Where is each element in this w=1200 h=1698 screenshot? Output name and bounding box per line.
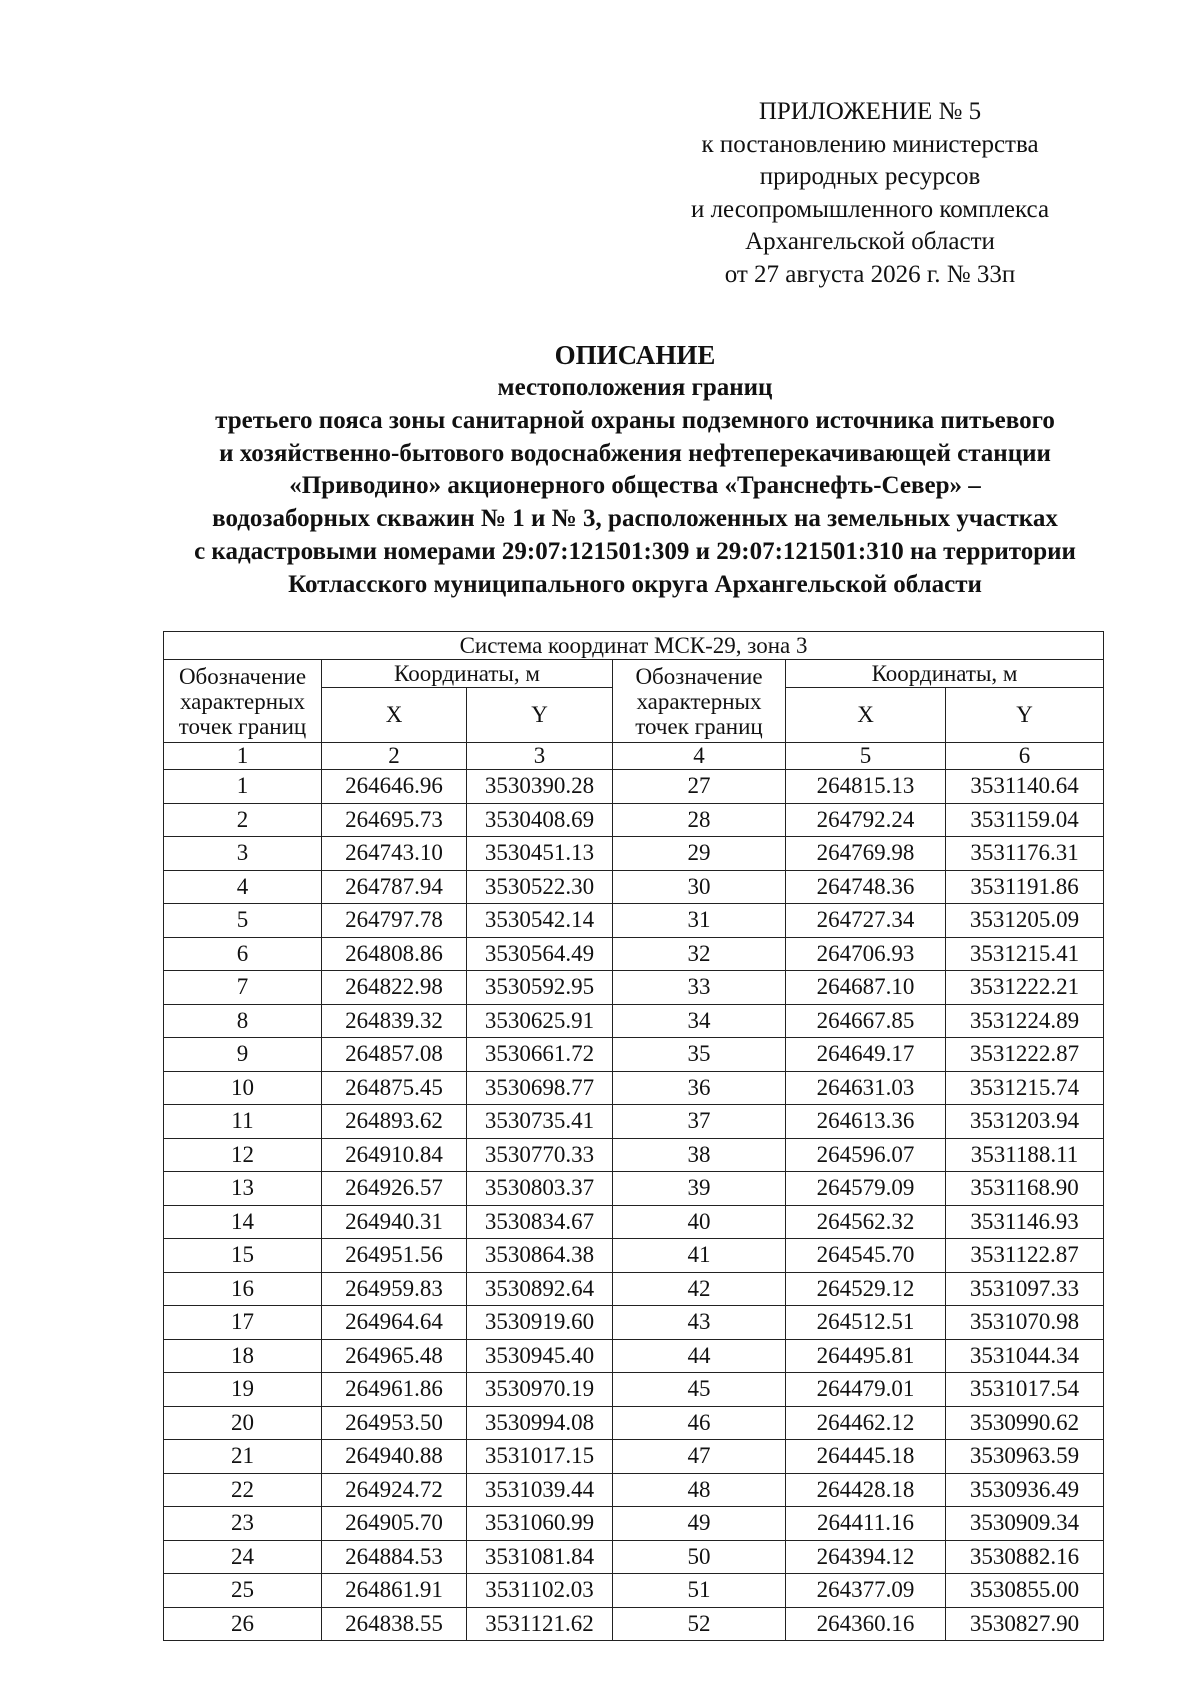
point-number-cell: 12 [164,1138,322,1172]
title-main: ОПИСАНИЕ [554,340,716,370]
y-coordinate-cell: 3531121.62 [467,1607,613,1641]
column-number-cell: 5 [786,743,946,770]
x-coordinate-cell: 264959.83 [322,1272,467,1306]
point-number-cell: 22 [164,1473,322,1507]
document-title [100,338,1170,602]
coordinates-table [163,631,1104,1641]
column-number-cell: 1 [164,743,322,770]
y-coordinate-cell: 3531224.89 [946,1004,1104,1038]
title-line: третьего пояса зоны санитарной охраны подземного источника питьевого [215,406,1055,434]
point-number-cell: 49 [613,1507,786,1541]
x-coordinate-cell: 264462.12 [786,1406,946,1440]
x-coordinate-cell: 264695.73 [322,803,467,837]
x-header-cell: X [322,688,467,743]
x-coordinate-cell: 264769.98 [786,837,946,871]
x-coordinate-cell: 264360.16 [786,1607,946,1641]
point-number-cell: 2 [164,803,322,837]
point-number-cell: 51 [613,1574,786,1608]
x-coordinate-cell: 264649.17 [786,1038,946,1072]
table-row [164,803,1104,837]
x-coordinate-cell: 264596.07 [786,1138,946,1172]
point-number-cell: 5 [164,904,322,938]
point-number-cell: 8 [164,1004,322,1038]
point-number-cell: 50 [613,1540,786,1574]
point-header-line: характерных [636,688,762,714]
y-coordinate-cell: 3530882.16 [946,1540,1104,1574]
table-row [164,971,1104,1005]
x-coordinate-cell: 264964.64 [322,1306,467,1340]
point-number-cell: 32 [613,937,786,971]
y-coordinate-cell: 3530522.30 [467,870,613,904]
x-coordinate-cell: 264646.96 [322,770,467,804]
point-number-cell: 27 [613,770,786,804]
y-coordinate-cell: 3531060.99 [467,1507,613,1541]
point-number-cell: 28 [613,803,786,837]
point-header-line: Обозначение [178,663,307,689]
x-coordinate-cell: 264512.51 [786,1306,946,1340]
y-coordinate-cell: 3531215.41 [946,937,1104,971]
x-coordinate-cell: 264861.91 [322,1574,467,1608]
table-row [164,904,1104,938]
point-header-line: точек границ [178,713,307,739]
point-number-cell: 33 [613,971,786,1005]
table-row [164,1507,1104,1541]
point-number-cell: 52 [613,1607,786,1641]
x-coordinate-cell: 264910.84 [322,1138,467,1172]
table-row [164,1373,1104,1407]
y-coordinate-cell: 3531176.31 [946,837,1104,871]
appendix-line: ПРИЛОЖЕНИЕ № 5 [758,98,982,125]
point-number-cell: 11 [164,1105,322,1139]
point-number-cell: 41 [613,1239,786,1273]
y-coordinate-cell: 3530735.41 [467,1105,613,1139]
y-coordinate-cell: 3531205.09 [946,904,1104,938]
x-coordinate-cell: 264545.70 [786,1239,946,1273]
point-number-cell: 10 [164,1071,322,1105]
table-row [164,1406,1104,1440]
x-coordinate-cell: 264951.56 [322,1239,467,1273]
x-coordinate-cell: 264792.24 [786,803,946,837]
x-coordinate-cell: 264940.88 [322,1440,467,1474]
y-coordinate-cell: 3530963.59 [946,1440,1104,1474]
table-row [164,1172,1104,1206]
table-row [164,1473,1104,1507]
y-coordinate-cell: 3531017.54 [946,1373,1104,1407]
point-number-cell: 7 [164,971,322,1005]
column-number-cell: 3 [467,743,613,770]
y-coordinate-cell: 3531039.44 [467,1473,613,1507]
point-number-cell: 4 [164,870,322,904]
x-coordinate-cell: 264815.13 [786,770,946,804]
title-line: местоположения границ [497,374,773,401]
table-row [164,837,1104,871]
x-coordinate-cell: 264667.85 [786,1004,946,1038]
y-coordinate-cell: 3530936.49 [946,1473,1104,1507]
y-coordinate-cell: 3530770.33 [467,1138,613,1172]
y-coordinate-cell: 3530408.69 [467,803,613,837]
table-row [164,1105,1104,1139]
y-coordinate-cell: 3530592.95 [467,971,613,1005]
y-header-cell: Y [467,688,613,743]
x-coordinate-cell: 264961.86 [322,1373,467,1407]
appendix-line: Архангельской области [745,228,995,255]
y-coordinate-cell: 3531188.11 [946,1138,1104,1172]
table-row [164,1272,1104,1306]
y-coordinate-cell: 3530698.77 [467,1071,613,1105]
point-number-cell: 14 [164,1205,322,1239]
x-header-cell: X [786,688,946,743]
title-line: с кадастровыми номерами 29:07:121501:309 и 29:07:121501:310 на территории [194,537,1076,565]
y-coordinate-cell: 3530909.34 [946,1507,1104,1541]
point-number-cell: 40 [613,1205,786,1239]
y-coordinate-cell: 3530834.67 [467,1205,613,1239]
table-row [164,1574,1104,1608]
table-row [164,1306,1104,1340]
x-coordinate-cell: 264893.62 [322,1105,467,1139]
point-number-cell: 20 [164,1406,322,1440]
appendix-line: к постановлению министерства [701,130,1039,158]
y-coordinate-cell: 3530855.00 [946,1574,1104,1608]
table-row [164,1540,1104,1574]
y-coordinate-cell: 3531017.15 [467,1440,613,1474]
y-coordinate-cell: 3530542.14 [467,904,613,938]
table-row [164,1071,1104,1105]
table-row [164,770,1104,804]
x-coordinate-cell: 264924.72 [322,1473,467,1507]
y-coordinate-cell: 3531168.90 [946,1172,1104,1206]
point-header-cell [613,660,786,743]
point-number-cell: 9 [164,1038,322,1072]
column-number-cell: 6 [946,743,1104,770]
y-coordinate-cell: 3530390.28 [467,770,613,804]
y-coordinate-cell: 3531140.64 [946,770,1104,804]
x-coordinate-cell: 264562.32 [786,1205,946,1239]
point-number-cell: 21 [164,1440,322,1474]
table-row [164,1038,1104,1072]
y-coordinate-cell: 3531097.33 [946,1272,1104,1306]
appendix-line: от 27 августа 2026 г. № 33п [724,260,1016,288]
header-row [164,660,1104,688]
point-number-cell: 39 [613,1172,786,1206]
y-coordinate-cell: 3530827.90 [946,1607,1104,1641]
point-number-cell: 6 [164,937,322,971]
point-number-cell: 35 [613,1038,786,1072]
column-number-cell: 2 [322,743,467,770]
point-number-cell: 3 [164,837,322,871]
x-coordinate-cell: 264839.32 [322,1004,467,1038]
y-coordinate-cell: 3530564.49 [467,937,613,971]
title-line: Котласского муниципального округа Архангельской области [288,570,982,598]
point-number-cell: 13 [164,1172,322,1206]
appendix-header [640,96,1100,291]
table-row [164,1004,1104,1038]
point-number-cell: 16 [164,1272,322,1306]
x-coordinate-cell: 264411.16 [786,1507,946,1541]
x-coordinate-cell: 264884.53 [322,1540,467,1574]
point-number-cell: 42 [613,1272,786,1306]
x-coordinate-cell: 264953.50 [322,1406,467,1440]
point-header-line: характерных [179,688,305,714]
point-number-cell: 15 [164,1239,322,1273]
y-coordinate-cell: 3530919.60 [467,1306,613,1340]
y-coordinate-cell: 3531222.21 [946,971,1104,1005]
y-header-cell: Y [946,688,1104,743]
x-coordinate-cell: 264875.45 [322,1071,467,1105]
point-number-cell: 48 [613,1473,786,1507]
y-coordinate-cell: 3530970.19 [467,1373,613,1407]
title-line: водозаборных скважин № 1 и № 3, расположенных на земельных участках [212,505,1058,533]
appendix-line: и лесопромышленного комплекса [690,195,1050,223]
x-coordinate-cell: 264529.12 [786,1272,946,1306]
title-line: и хозяйственно-бытового водоснабжения нефтеперекачивающей станции [219,439,1051,467]
y-coordinate-cell: 3531146.93 [946,1205,1104,1239]
x-coordinate-cell: 264797.78 [322,904,467,938]
x-coordinate-cell: 264926.57 [322,1172,467,1206]
x-coordinate-cell: 264495.81 [786,1339,946,1373]
x-coordinate-cell: 264940.31 [322,1205,467,1239]
column-number-cell: 4 [613,743,786,770]
point-number-cell: 47 [613,1440,786,1474]
x-coordinate-cell: 264905.70 [322,1507,467,1541]
point-number-cell: 43 [613,1306,786,1340]
y-coordinate-cell: 3531159.04 [946,803,1104,837]
x-coordinate-cell: 264579.09 [786,1172,946,1206]
coords-header-cell: Координаты, м [322,660,613,688]
x-coordinate-cell: 264428.18 [786,1473,946,1507]
point-number-cell: 1 [164,770,322,804]
table-row [164,1239,1104,1273]
point-number-cell: 26 [164,1607,322,1641]
point-number-cell: 23 [164,1507,322,1541]
point-number-cell: 24 [164,1540,322,1574]
point-number-cell: 17 [164,1306,322,1340]
title-line: «Приводино» акционерного общества «Транснефть-Север» – [289,472,981,500]
x-coordinate-cell: 264631.03 [786,1071,946,1105]
table-row [164,1339,1104,1373]
point-number-cell: 25 [164,1574,322,1608]
table-row [164,937,1104,971]
y-coordinate-cell: 3531070.98 [946,1306,1104,1340]
x-coordinate-cell: 264479.01 [786,1373,946,1407]
x-coordinate-cell: 264838.55 [322,1607,467,1641]
point-number-cell: 46 [613,1406,786,1440]
y-coordinate-cell: 3530661.72 [467,1038,613,1072]
coordinate-system-row [164,632,1104,660]
x-coordinate-cell: 264748.36 [786,870,946,904]
x-coordinate-cell: 264445.18 [786,1440,946,1474]
y-coordinate-cell: 3531044.34 [946,1339,1104,1373]
y-coordinate-cell: 3531122.87 [946,1239,1104,1273]
point-number-cell: 36 [613,1071,786,1105]
y-coordinate-cell: 3530451.13 [467,837,613,871]
table-row [164,1138,1104,1172]
point-number-cell: 37 [613,1105,786,1139]
point-number-cell: 30 [613,870,786,904]
y-coordinate-cell: 3531102.03 [467,1574,613,1608]
y-coordinate-cell: 3530864.38 [467,1239,613,1273]
y-coordinate-cell: 3531203.94 [946,1105,1104,1139]
y-coordinate-cell: 3531215.74 [946,1071,1104,1105]
x-coordinate-cell: 264613.36 [786,1105,946,1139]
y-coordinate-cell: 3530803.37 [467,1172,613,1206]
table-row [164,1607,1104,1641]
y-coordinate-cell: 3530945.40 [467,1339,613,1373]
table-row [164,1440,1104,1474]
x-coordinate-cell: 264857.08 [322,1038,467,1072]
coordinate-system-cell: Система координат МСК-29, зона 3 [164,632,1104,660]
point-number-cell: 34 [613,1004,786,1038]
y-coordinate-cell: 3530625.91 [467,1004,613,1038]
y-coordinate-cell: 3530994.08 [467,1406,613,1440]
point-number-cell: 18 [164,1339,322,1373]
point-number-cell: 29 [613,837,786,871]
point-number-cell: 38 [613,1138,786,1172]
y-coordinate-cell: 3530892.64 [467,1272,613,1306]
x-coordinate-cell: 264394.12 [786,1540,946,1574]
x-coordinate-cell: 264787.94 [322,870,467,904]
column-numbers-row [164,743,1104,770]
point-number-cell: 44 [613,1339,786,1373]
table-row [164,1205,1104,1239]
x-coordinate-cell: 264808.86 [322,937,467,971]
point-number-cell: 31 [613,904,786,938]
x-coordinate-cell: 264687.10 [786,971,946,1005]
coords-header-cell: Координаты, м [786,660,1104,688]
x-coordinate-cell: 264743.10 [322,837,467,871]
x-coordinate-cell: 264706.93 [786,937,946,971]
x-coordinate-cell: 264377.09 [786,1574,946,1608]
point-header-cell [164,660,322,743]
point-header-line: Обозначение [635,663,763,689]
point-header-line: точек границ [635,713,763,739]
x-coordinate-cell: 264965.48 [322,1339,467,1373]
x-coordinate-cell: 264822.98 [322,971,467,1005]
point-number-cell: 19 [164,1373,322,1407]
y-coordinate-cell: 3531191.86 [946,870,1104,904]
y-coordinate-cell: 3531222.87 [946,1038,1104,1072]
y-coordinate-cell: 3530990.62 [946,1406,1104,1440]
y-coordinate-cell: 3531081.84 [467,1540,613,1574]
appendix-line: природных ресурсов [759,163,981,190]
x-coordinate-cell: 264727.34 [786,904,946,938]
table-row [164,870,1104,904]
point-number-cell: 45 [613,1373,786,1407]
